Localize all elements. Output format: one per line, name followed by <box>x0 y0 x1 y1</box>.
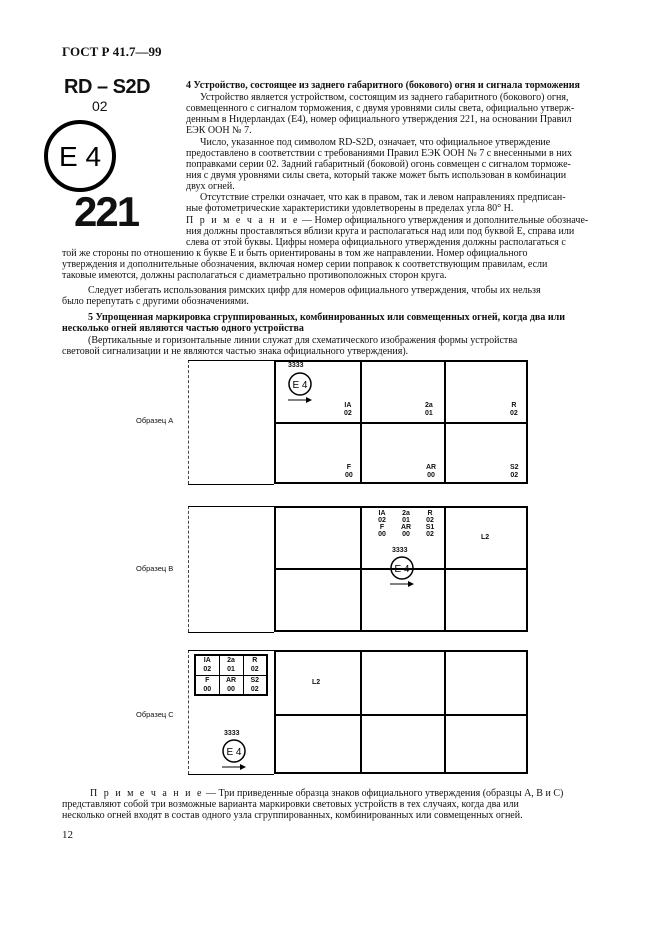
sample-a-cell-f: F 00 <box>345 464 353 479</box>
sample-c-emark-icon <box>218 737 250 771</box>
sample-c-num: 3333 <box>224 730 240 737</box>
section-4-para-2: Число, указанное под символом RD-S2D, означает, что официальное утверждение предоставлено в соответствии с требованиями Правил ЕЭК ООН № 7 с внесенными в них поправками серии 02. Задний габаритный (боковой) огонь совмещен с сигналом торможе- ния с двумя уровнями силы света, который также может быть использован в комбинации двух огней. <box>186 137 572 192</box>
sample-b-frame <box>188 506 274 507</box>
sample-a-frame <box>188 360 274 361</box>
sample-c-dashed-border <box>188 650 189 774</box>
sample-c-grid <box>274 650 528 774</box>
svg-text:E 4: E 4 <box>226 747 242 758</box>
final-note: П р и м е ч а н и е — Три приведенные образца знаков официального утверждения (образцы А, В и С) представляют собой три возможные варианта маркировки световых устройств в тех случаях, когда два или несколько огней входят в состав одного узла сгруппированных, комбинированных или совмещенных огней. <box>62 788 564 821</box>
sample-a-cell-s2: S2 02 <box>510 464 519 479</box>
sample-c-frame <box>188 650 274 651</box>
section-4-para-4: Следует избегать использования римских цифр для номеров официального утверждения, чтобы их нельзя было перепутать с другими обозначениями. <box>62 285 541 307</box>
section-5-para-1: (Вертикальные и горизонтальные линии служат для схематического изображения формы устройства световой сигнализации и не являются частью знака официального утверждения). <box>62 335 518 357</box>
sample-a-cell-ar: AR 00 <box>426 464 437 479</box>
mark-series: 02 <box>92 98 108 114</box>
sample-b-code-grid: IA 2a R 02 01 02 F AR S1 00 00 02 <box>378 510 435 538</box>
section-5-title: 5 Упрощенная маркировка сгруппированных, комбинированных или совмещенных огней, когда два или несколько огней являются частью одного устройства <box>62 312 565 334</box>
svg-text:E 4: E 4 <box>394 564 410 575</box>
sample-b-num: 3333 <box>392 547 408 554</box>
sample-b-label: Образец В <box>136 564 174 573</box>
sample-a-emark-icon <box>284 370 316 404</box>
section-4-para-3: Отсутствие стрелки означает, что как в правом, так и левом направлениях предписан- ные фотометрические характеристики удовлетворены в пределах угла 80° H. <box>186 192 566 214</box>
sample-a-frame-bottom <box>188 484 274 485</box>
sample-b-frame-bottom <box>188 632 274 633</box>
sample-a-cell-2a: 2a 01 <box>425 402 433 417</box>
section-4-note: П р и м е ч а н и е — Номер официального утверждения и дополнительные обозначе- ния должны проставляться вблизи круга и располагаться над или под буквой E, справа или слева от этой буквы. Цифры номера официального утверждения должны располагаться с той же стороны по отношению к букве E и быть ориентированы в том же направлении. Номер официального утверждения и дополнительные обозначения, включая номер серии поправок к соответствующим правилам, если таковые имеются, должны располагаться с диаметрально противоположных сторон круга. <box>62 215 589 281</box>
svg-text:E 4: E 4 <box>292 380 308 391</box>
sample-b-dashed-border <box>188 506 189 632</box>
sample-b-emark-icon <box>386 554 418 588</box>
sample-a-dashed-border <box>188 360 189 484</box>
page-number: 12 <box>62 829 73 841</box>
sample-a-num: 3333 <box>288 362 304 369</box>
sample-c-label: Образец С <box>136 710 174 719</box>
sample-a-cell-ia: IA 02 <box>344 402 352 417</box>
approval-number: 221 <box>74 188 139 235</box>
e-mark-label: E 4 <box>58 141 102 172</box>
sample-a-cell-r: R 02 <box>510 402 518 417</box>
sample-c-cell-l2: L2 <box>312 679 321 686</box>
e-mark-circle-icon <box>40 116 120 196</box>
section-4-title: 4 Устройство, состоящее из заднего габаритного (бокового) огня и сигнала торможения <box>186 80 580 91</box>
section-4-para-1: Устройство является устройством, состоящим из заднего габаритного (бокового) огня, совмещенного с сигналом торможения, с двумя уровнями силы света, официально утверж- денным в Нидерландах (E4), номер официального утверждения 221, на основании Правил ЕЭК ООН № 7. <box>186 92 575 136</box>
sample-a-label: Образец А <box>136 416 174 425</box>
mark-code: RD – S2D <box>64 76 151 98</box>
sample-b-cell-l2: L2 <box>481 534 490 541</box>
document-header: ГОСТ Р 41.7—99 <box>62 44 162 59</box>
sample-c-frame-bottom <box>188 774 274 775</box>
sample-c-code-grid: IA 2a R 02 01 02 F AR S2 00 00 02 <box>194 654 268 696</box>
